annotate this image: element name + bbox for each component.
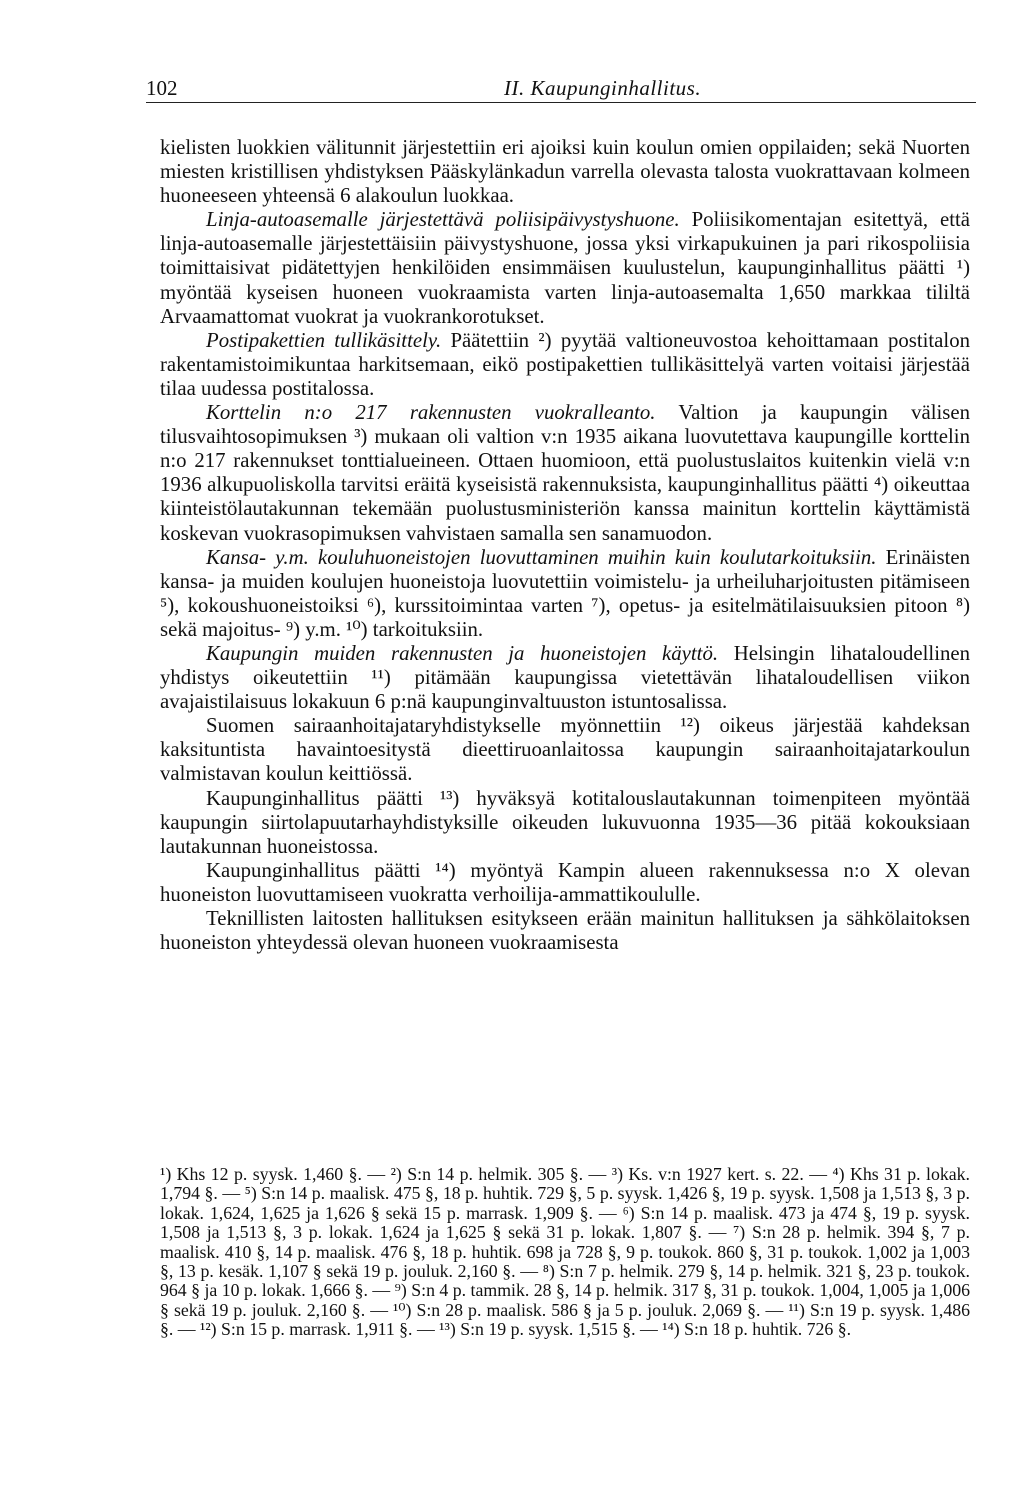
paragraph xyxy=(160,208,970,328)
section-heading: Kaupungin muiden rakennusten ja huoneistojen käyttö. xyxy=(206,641,719,665)
paragraph xyxy=(160,787,970,859)
running-title: II. Kaupunginhallitus. xyxy=(504,76,702,100)
paragraph xyxy=(160,136,970,208)
header-rule xyxy=(146,102,976,103)
footnotes xyxy=(160,1165,970,1340)
paragraph-text: Teknillisten laitosten hallituksen esitykseen erään mainitun hallituksen ja sähkölaitoksen huoneiston yhteydessä olevan huoneen vuokraamisesta xyxy=(160,907,970,955)
paragraph-text: Erinäisten kansa- ja muiden koulujen huoneistoja luovutettiin voimistelu- ja urheiluharjoitusten pitämiseen ⁵), kokoushuoneistoiksi ⁶), kurssitoimintaa varten ⁷), opetus- ja esitelmätilaisuuksien pitoon ⁸) sekä majoitus- ⁹) y.m. ¹⁰) tarkoituksiin. xyxy=(160,545,971,641)
paragraph-text: Päätettiin ²) pyytää valtioneuvostoa kehoittamaan postitalon rakentamistoimikuntaa harkitsemaan, eikö postipakettien tullikäsittelyä varten voitaisi järjestää tilaa uudessa postitalossa. xyxy=(160,328,970,400)
paragraph-text: Valtion ja kaupungin välisen tilusvaihtosopimuksen ³) mukaan oli valtion v:n 1935 aikana luovutettava kaupungille korttelin n:o 217 rakennukset tonttialueineen. Ottaen huomioon, että puolustuslaitos kuitenkin vielä v:n 1936 alkupuoliskolla tarvitsi eräitä kyseisistä rakennuksista, kaupunginhallitus päätti ⁴) oikeuttaa kiinteistölautakunnan tekemään puolustusministeriön kanssa mainitun korttelin käyttämistä koskevan vuokrasopimuksen vahvistaen samalla sen sanamuodon. xyxy=(160,401,970,545)
paragraph xyxy=(160,907,970,955)
paragraph-text: Kaupunginhallitus päätti ¹⁴) myöntyä Kampin alueen rakennuksessa n:o X olevan huoneiston luovuttamiseen vuokratta verhoilija-ammattikoululle. xyxy=(160,858,970,906)
paragraph-text: Helsingin lihataloudellinen yhdistys oikeutettiin ¹¹) pitämään kaupungissa vietettävän lihataloudellisen viikon avajaistilaisuus lokakuun 6 p:nä kaupunginvaltuuston istuntosalissa. xyxy=(160,641,971,714)
paragraph-text: Kaupunginhallitus päätti ¹³) hyväksyä kotitalouslautakunnan toimenpiteen myöntää kaupungin siirtolapuutarhayhdistyksille oikeuden lukuvuonna 1935—36 pitää kokouksiaan lautakunnan huoneistossa. xyxy=(160,786,970,858)
paragraph-text: Suomen sairaanhoitajataryhdistykselle myönnettiin ¹²) oikeus järjestää kahdeksan kaksituntista havaintoesitystä dieettiruoanlaitossa kaupungin sairaanhoitajatarkoulun valmistavan koulun keittiössä. xyxy=(160,714,970,786)
section-heading: Kansa- y.m. kouluhuoneistojen luovuttaminen muihin kuin koulutarkoituksiin. xyxy=(206,545,877,569)
section-heading: Linja-autoasemalle järjestettävä poliisipäivystyshuone. xyxy=(206,208,680,232)
paragraph xyxy=(160,642,970,714)
paragraph-text: kielisten luokkien välitunnit järjestettiin eri ajoiksi kuin koulun omien oppilaiden; sekä Nuorten miesten kristillisen yhdistyksen Pääskylänkadun varrella olevasta talosta vuokrattavaan kolmeen huoneeseen yhteensä 6 alakoulun luokkaa. xyxy=(160,136,970,208)
paragraph xyxy=(160,329,970,401)
paragraph-text: Poliisikomentajan esitettyä, että linja-autoasemalle järjestettäisiin päivystyshuone, jossa yksi virkapukuinen ja pari rikospoliisia toimittaisivat pidätettyjen henkilöiden ensimmäisen kuulustelun, kaupunginhallitus päätti ¹) myöntää kyseisen huoneen vuokraamista varten linja-autoasemalta 1,650 markkaa tililtä Arvaamattomat vuokrat ja vuokrankorotukset. xyxy=(160,208,970,328)
paragraph xyxy=(160,546,970,642)
paragraph xyxy=(160,401,970,546)
section-heading: Korttelin n:o 217 rakennusten vuokralleanto. xyxy=(206,401,656,425)
paragraph xyxy=(160,859,970,907)
body-text xyxy=(160,136,970,955)
section-heading: Postipakettien tullikäsittely. xyxy=(206,328,442,352)
paragraph xyxy=(160,714,970,786)
page-number: 102 xyxy=(146,76,178,100)
footnote-text: ¹) Khs 12 p. syysk. 1,460 §. — ²) S:n 14 p. helmik. 305 §. — ³) Ks. v:n 1927 kert. s. 22. — ⁴) Khs 31 p. lokak. 1,794 §. — ⁵) S:n 14 p. maalisk. 475 §, 18 p. huhtik. 729 §, 5 p. syysk. 1,426 §, 19 p. syysk. 1,508 ja 1,513 §, 3 p. lokak. 1,624, 1,625 ja 1,626 § sekä 15 p. marrask. 1,909 §. — ⁶) S:n 14 p. maalisk. 473 ja 474 §, 19 p. syysk. 1,508 ja 1,513 §, 3 p. lokak. 1,624 ja 1,625 § sekä 31 p. lokak. 1,807 §. — ⁷) S:n 28 p. helmik. 394 §, 7 p. maalisk. 410 §, 14 p. maalisk. 476 §, 18 p. huhtik. 698 ja 728 §, 9 p. toukok. 860 §, 31 p. toukok. 1,002 ja 1,003 §, 13 p. kesäk. 1,107 § sekä 19 p. jouluk. 2,160 §. — ⁸) S:n 7 p. helmik. 279 §, 14 p. helmik. 321 §, 23 p. toukok. 964 § ja 10 p. lokak. 1,666 §. — ⁹) S:n 4 p. tammik. 28 §, 14 p. helmik. 317 §, 31 p. toukok. 1,004, 1,005 ja 1,006 § sekä 19 p. jouluk. 2,160 §. — ¹⁰) S:n 28 p. maalisk. 586 § ja 5 p. jouluk. 2,069 §. — ¹¹) S:n 19 p. syysk. 1,486 §. — ¹²) S:n 15 p. marrask. 1,911 §. — ¹³) S:n 19 p. syysk. 1,515 §. — ¹⁴) S:n 18 p. huhtik. 726 §. xyxy=(160,1164,970,1340)
